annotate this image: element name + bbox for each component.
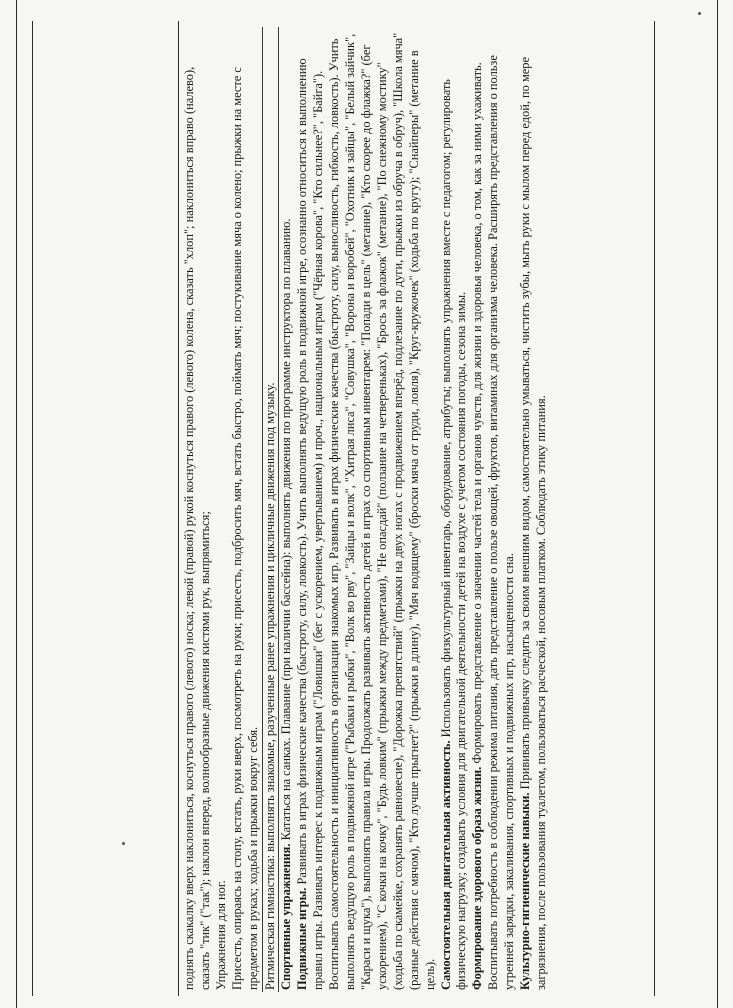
section-heading: Культурно-гигиенические навыки. [518, 792, 533, 990]
table-column-line [654, 21, 655, 996]
paragraph: Упражнения для ног. [213, 880, 228, 990]
table-border-right [717, 0, 718, 1008]
table-row [278, 27, 549, 992]
paragraph: Самостоятельная двигательная активность. Использовать физкультурный инвентарь, оборудование, атрибуты; выполнять упражнения вместе с педагогом; регулировать физическую нагрузку; создавать условия для двигательной деятельности детей на воздухе с учетом состояния погоды, сезона зимы. [438, 79, 469, 990]
paragraph: Ритмическая гимнастика: выполнять знакомые, разученные ранее упражнения и цикличные движения под музыку. [262, 382, 277, 990]
scan-dust-mark [122, 842, 125, 845]
scan-dust-mark [698, 12, 701, 15]
paragraph: Культурно-гигиенические навыки. Прививать привычку следить за своим внешним видом, самостоятельно умываться, чистить зубы, мыть руки с мылом перед едой, по мере загрязнения, после пользования туалетом, пользоваться расческой, носовым платком. Соблюдать этику питания. [518, 57, 548, 990]
table-row [262, 27, 279, 992]
rotated-document [14, 21, 714, 996]
paragraph: Спортивные упражнения. Кататься на санках. Плавание (при наличии бассейна): выполнять движения по программе инструктора по плаванию. [279, 218, 294, 990]
paragraph: Подвижные игры. Развивать в играх физические качества (быстроту, силу, ловкость). Учить выполнять ведущую роль в подвижной игре, осознанно относиться к выполнению правил игры. Развивать интерес к подвижным играм ("Ловишки" (бег с ускорением, увертыванием) и проч., национальным играм ("Чёрная корова", "Кто сильнее?", "Байга"). Воспитывать самостоятельность и инициативность в организации знакомых игр. Развивать в играх физические качества (быстроту, силу, выносливость, гибкость, ловкость). Учить выполнять ведущую роль в подвижной игре ("Рыбаки и рыбки", "Волк во рву", "Зайцы и волк", "Хитрая лиса", "Совушка", "Ворона и воробей", "Охотник и зайцы", "Белый зайчик", "Караси и щука"), выполнять правила игры. Продолжать развивать активность детей в играх со спортивным инвентарем: "Попади в цель" (метание), "Кто скорее до флажка?" (бег ускорением), "С кочки на кочку", "Будь ловким" (прыжки между предметами), "Не опасдай" (ползание на четвереньках), "Брось за флажок" (метание), "По снежному мостику" (ходьба по скамейке, сохранять равновесие), "Дорожка препятствий" (прыжки на двух ногах с продвижением вперёд, подлезание по дуги, прыжки из обруча в обруч), "Школа мяча" (разные действия с мячом), "Кто лучше прыгнет?" (прыжки в длину), "Мяч водящему" (броски мяча от груди, ловля), "Круг-кружочек" (ходьба по кругу); "Снайперы" (метание в цель). [295, 32, 437, 990]
table-row [182, 27, 262, 992]
table-column-line [32, 21, 33, 996]
paragraph: Формирование здорового образа жизни. Формировать представление о значении частей тела и органов чувств, для жизни и здоровья человека, о том, как за ними ухаживать. Воспитывать потребность в соблюдении режима питания, дать представление о пользе овощей, фруктов, витаминах для организма человека. Расширять представления о пользе утренней зарядки, закаливания, спортивных и подвижных игр, насыщенности сна. [470, 55, 517, 990]
table-column-line [178, 21, 179, 996]
section-heading: Формирование здорового образа жизни. [470, 766, 485, 990]
section-heading: Самостоятельная двигательная активность. [438, 740, 453, 990]
paragraph: поднять скакалку вверх наклониться, коснуться правого (левого) носка; левой (правой) рукой коснуться правого (левого) колена, сказать "хлоп"; наклониться вправо (налево), сказать "тик" ("так"); наклон вперед, волнообразные движения кистями рук, выпрямиться; [182, 66, 212, 990]
table-content-cell [182, 27, 652, 992]
section-heading: Подвижные игры. [295, 887, 310, 990]
section-heading: Спортивные упражнения. [279, 843, 294, 990]
paragraph: Присесть, опираясь на стопу, встать, руки вверх, посмотреть на руки; присесть, подбросить мяч, встать быстро, поймать мяч; постукивание мяча о колено; прыжки на месте с предметом в руках; ходьба и прыжки вокруг себя. [229, 67, 260, 990]
